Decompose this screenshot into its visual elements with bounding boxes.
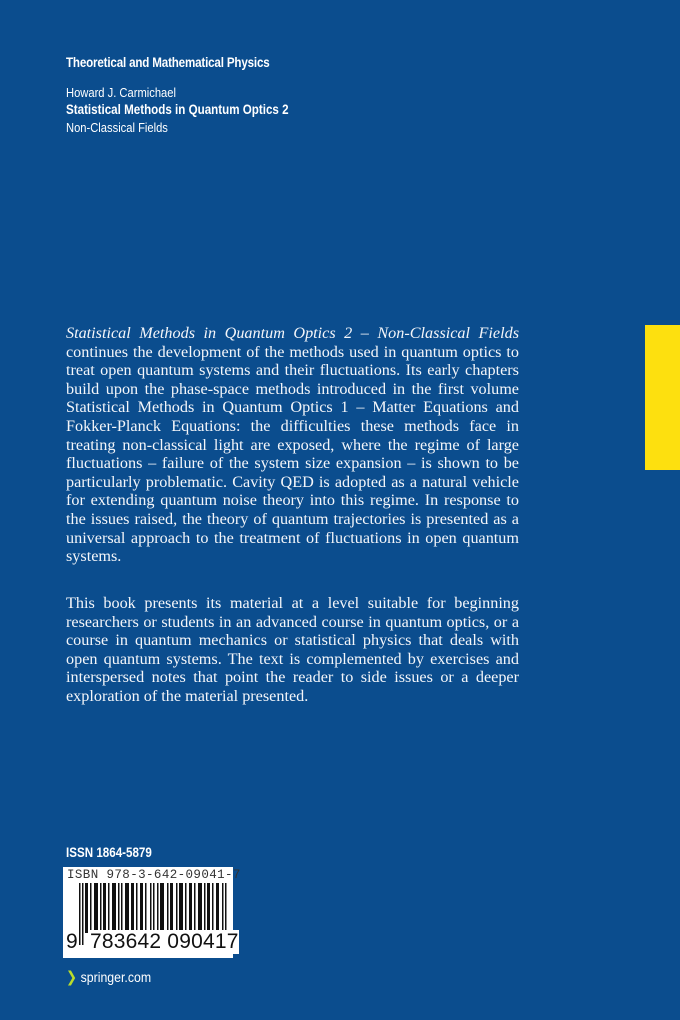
ean-remaining-digits: 783642 090417: [90, 930, 239, 953]
ean-first-digit: 9: [66, 930, 78, 953]
blurb-paragraph-1: [66, 324, 519, 566]
isbn-label: ISBN 978-3-642-09041-7: [67, 868, 241, 882]
accent-tab: [645, 325, 680, 470]
series-title: Theoretical and Mathematical Physics: [66, 55, 270, 70]
publisher-website-link[interactable]: [66, 968, 151, 986]
blurb-paragraph-1-text: continues the development of the methods used in quantum optics to treat open quantum systems and their fluctuations. Its early chapters build upon the phase-space methods introduced in the first volume Statistical Methods in Quantum Optics 1 – Matter Equations and Fokker-Planck Equations: the difficulties these methods face in treating non-classical light are exposed, where the regime of large fluctuations – failure of the system size expansion – is shown to be particularly problematic. Cavity QED is adopted as a natural vehicle for extending quantum noise theory into this regime. In response to the issues raised, the theory of quantum trajectories is presented as a universal approach to the treatment of fluctuations in open quantum systems.: [66, 342, 519, 566]
barcode: [63, 867, 241, 958]
website-text: springer.com: [80, 969, 152, 985]
book-subtitle: Non-Classical Fields: [66, 120, 168, 135]
author-name: Howard J. Carmichael: [66, 85, 176, 100]
blurb-paragraph-2: This book presents its material at a level suitable for beginning researchers or students in an advanced course in quantum optics, or a course in quantum mechanics or statistical physics that deals with open quantum systems. The text is complemented by exercises and interspersed notes that point the reader to side issues or a deeper exploration of the material presented.: [66, 594, 519, 705]
book-title: Statistical Methods in Quantum Optics 2: [66, 102, 289, 117]
chevron-right-icon: ❯: [66, 969, 78, 986]
blurb-title-reference: Statistical Methods in Quantum Optics 2 – Non-Classical Fields: [66, 324, 519, 342]
issn-label: ISSN 1864-5879: [66, 845, 152, 860]
